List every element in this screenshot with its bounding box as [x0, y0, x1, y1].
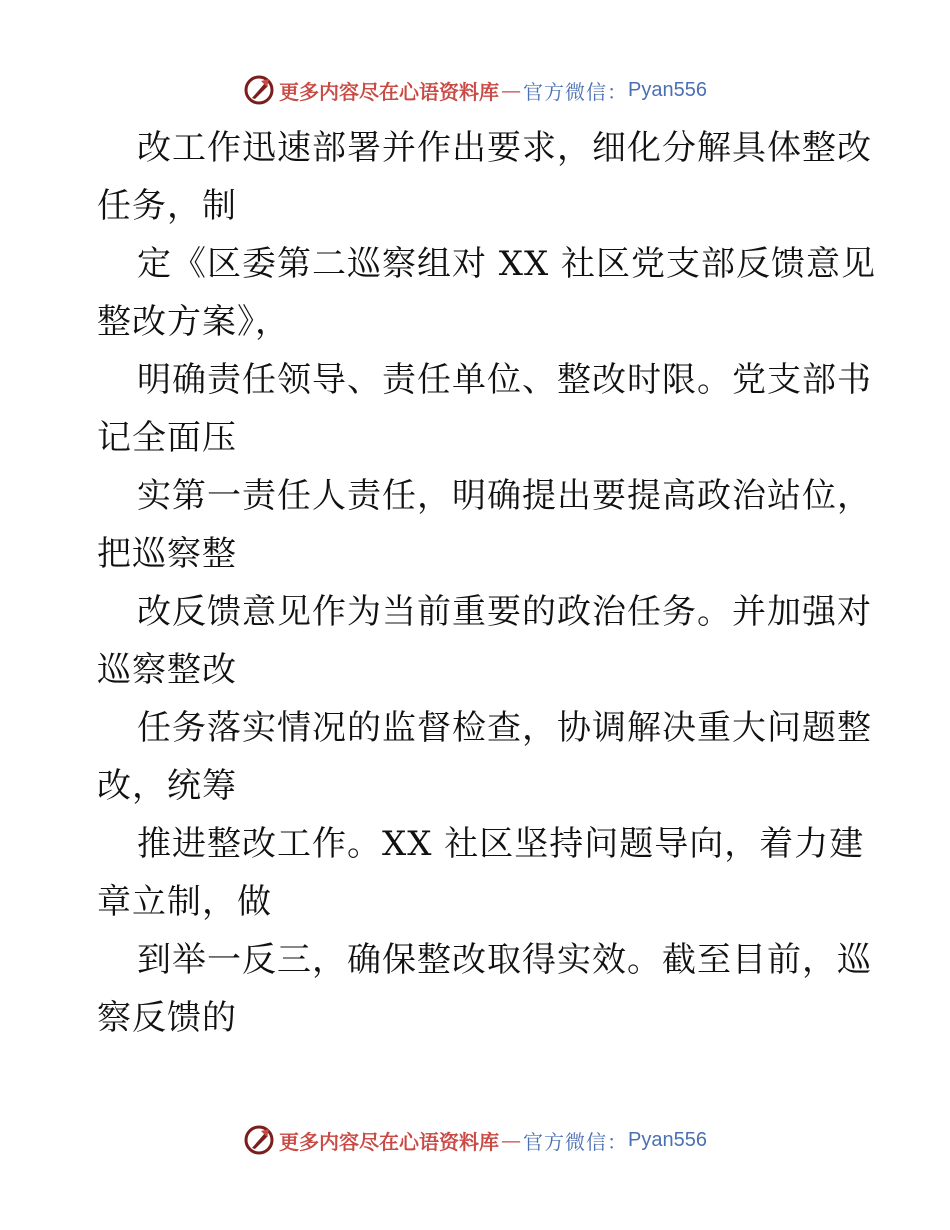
body-line: 记全面压: [97, 418, 237, 458]
footer-wechat-label: 官方微信：: [523, 1129, 629, 1154]
body-line: 改，统筹: [97, 766, 237, 806]
body-line: 定《区委第二巡察组对 XX 社区党支部反馈意见: [137, 244, 877, 284]
footer-brand-text: 更多内容尽在心语资料库: [279, 1129, 500, 1154]
quill-logo-icon: [243, 74, 275, 106]
body-line: 改反馈意见作为当前重要的政治任务。并加强对: [137, 592, 872, 632]
header-banner: [0, 70, 950, 110]
body-line: 整改方案》，: [97, 302, 290, 342]
header-wechat-id: Pyan556: [628, 78, 707, 101]
body-line: 察反馈的: [97, 998, 237, 1038]
header-wechat-label: 官方微信：: [523, 79, 629, 104]
body-line: 任务，制: [97, 186, 237, 226]
footer-banner: [0, 1120, 950, 1160]
footer-wechat-id: Pyan556: [628, 1128, 707, 1151]
body-line: 把巡察整: [97, 534, 237, 574]
header-separator: —: [501, 78, 522, 102]
body-line: 巡察整改: [97, 650, 237, 690]
body-line: 任务落实情况的监督检查，协调解决重大问题整: [137, 708, 872, 748]
header-brand-text: 更多内容尽在心语资料库: [279, 79, 500, 104]
footer-separator: —: [501, 1128, 522, 1152]
body-line: 改工作迅速部署并作出要求，细化分解具体整改: [137, 128, 872, 168]
body-line: 到举一反三，确保整改取得实效。截至目前，巡: [137, 940, 872, 980]
body-line: 推进整改工作。XX 社区坚持问题导向，着力建: [137, 824, 865, 864]
body-line: 明确责任领导、责任单位、整改时限。党支部书: [137, 360, 872, 400]
body-line: 实第一责任人责任，明确提出要提高政治站位，: [137, 476, 872, 516]
quill-logo-icon: [243, 1124, 275, 1156]
body-line: 章立制，做: [97, 882, 272, 922]
document-body: [97, 119, 877, 1047]
